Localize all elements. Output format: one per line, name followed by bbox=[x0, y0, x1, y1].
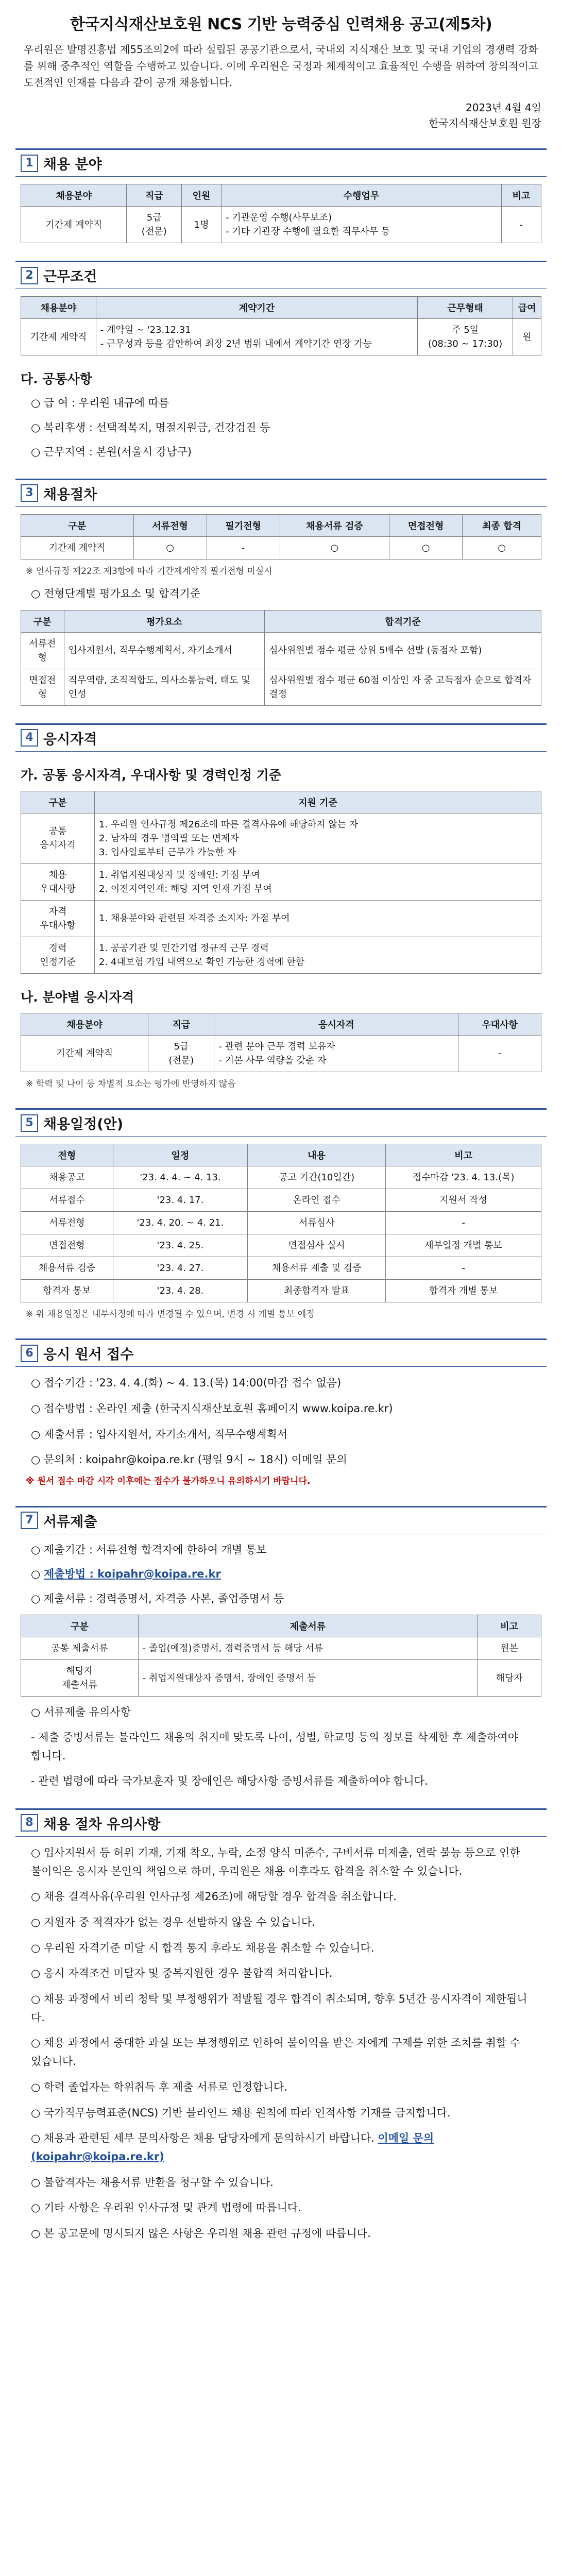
table-cell: 직무역량, 조직적합도, 의사소통능력, 태도 및 인성 bbox=[64, 669, 265, 705]
table-header: 내용 bbox=[248, 1144, 386, 1166]
table-cell: 주 5일 (08:30 ~ 17:30) bbox=[418, 319, 513, 355]
table-cell: ○ bbox=[133, 536, 207, 559]
section-title: 응시자격 bbox=[43, 731, 97, 748]
apply-tip: ※ 원서 접수 마감 시각 이후에는 접수가 불가하오니 유의하시기 바랍니다. bbox=[26, 1476, 311, 1487]
table-cell: ○ bbox=[389, 536, 463, 559]
caution-item: ○ 채용과 관련된 세부 문의사항은 채용 담당자에게 문의하시기 바랍니다. 이메일 문의(koipahr@koipa.re.kr) bbox=[31, 2132, 434, 2163]
section-number: 2 bbox=[21, 267, 38, 284]
section-heading-3 bbox=[15, 479, 547, 507]
table-row bbox=[21, 863, 541, 900]
submit-item: ○ 제출방법 : koipahr@koipa.re.kr bbox=[31, 1568, 221, 1581]
table-header: 비고 bbox=[386, 1144, 541, 1166]
field-table bbox=[21, 184, 541, 243]
table-cell: - bbox=[501, 207, 541, 243]
page-title: 한국지식재산보호원 NCS 기반 능력중심 인력채용 공고(제5차) bbox=[70, 15, 492, 33]
table-row: 해당자 제출서류 - 취업지원대상자 증명서, 장애인 증명서 등 해당자 bbox=[21, 1660, 541, 1697]
table-cell: 1. 공공기관 및 민간기업 정규직 근무 경력 2. 4대보험 가입 내역으로 확인 가능한 경력에 한함 bbox=[95, 937, 541, 973]
section-title: 채용 분야 bbox=[43, 157, 102, 173]
table-cell: 입사지원서, 직무수행계획서, 자기소개서 bbox=[64, 632, 265, 669]
section-title: 채용절차 bbox=[43, 486, 97, 503]
table-cell: 채용 우대사항 bbox=[21, 863, 95, 900]
table-cell: 1. 취업지원대상자 및 장애인: 가점 부여 2. 이전지역인재: 해당 지역 인재 가점 부여 bbox=[95, 863, 541, 900]
caution-item: ○ 입사지원서 등 허위 기재, 기재 착오, 누락, 소정 양식 미준수, 구비서류 미제출, 연락 불능 등으로 인한 불이익은 응시자 본인의 책임으로 하며, 우리원은 채용 이후라도 합격을 취소할 수 있습니다. bbox=[31, 1846, 520, 1877]
table-row bbox=[21, 319, 541, 355]
section-number: 4 bbox=[21, 729, 38, 747]
caution-item: ○ 국가직무능력표준(NCS) 기반 블라인드 채용 원칙에 따라 인적사항 기재를 금지합니다. bbox=[31, 2106, 451, 2119]
submit-note-heading: ○ 서류제출 유의사항 bbox=[31, 1706, 131, 1719]
common-item: ○ 복리후생 : 선택적복지, 명절지원금, 건강검진 등 bbox=[31, 421, 270, 434]
table-cell: 1. 채용분야와 관련된 자격증 소지자: 가점 부여 bbox=[95, 900, 541, 937]
table-cell: 원 bbox=[513, 319, 541, 355]
table-row bbox=[21, 900, 541, 937]
table-cell: 기간제 계약직 bbox=[21, 1035, 148, 1072]
table-cell: 기간제 계약직 bbox=[21, 207, 127, 243]
apply-item: ○ 접수방법 : 온라인 제출 (한국지식재산보호원 홈페이지 www.koipa.re.kr) bbox=[31, 1402, 393, 1415]
table-cell: - 관련 분야 근무 경력 보유자 - 기본 사무 역량을 갖춘 자 bbox=[214, 1035, 458, 1072]
qualification-subheading-b: 나. 분야별 응시자격 bbox=[21, 989, 134, 1005]
table-cell: 1명 bbox=[181, 207, 221, 243]
qualification-subheading-a: 가. 공통 응시자격, 우대사항 및 경력인정 기준 bbox=[21, 767, 281, 783]
table-header: 인원 bbox=[181, 184, 221, 207]
section-heading-6 bbox=[15, 1338, 547, 1367]
section-number: 6 bbox=[21, 1345, 38, 1362]
table-header: 직급 bbox=[127, 184, 181, 207]
table-cell: 1. 우리원 인사규정 제26조에 따른 결격사유에 해당하지 않는 자 2. 남자의 경우 병역필 또는 면제자 3. 입사일로부터 근무가 가능한 자 bbox=[95, 813, 541, 863]
table-cell: 심사위원별 점수 평균 60점 이상인 자 중 고득점자 순으로 합격자 결정 bbox=[265, 669, 541, 705]
section-title: 채용일정(안) bbox=[43, 1116, 124, 1133]
table-header: 급여 bbox=[513, 297, 541, 319]
table-header: 근무형태 bbox=[418, 297, 513, 319]
procedure-note: ※ 인사규정 제22조 제3항에 따라 기간제계약직 필기전형 미실시 bbox=[26, 566, 273, 577]
caution-item: ○ 채용 과정에서 중대한 과실 또는 부정행위로 인하여 불이익을 받은 자에게 구제를 위한 조치를 취할 수 있습니다. bbox=[31, 2037, 521, 2068]
section-title: 채용 절차 유의사항 bbox=[43, 1816, 161, 1833]
evaluation-table bbox=[21, 610, 541, 706]
table-header: 채용분야 bbox=[21, 184, 127, 207]
table-header: 구분 bbox=[21, 610, 64, 632]
table-header: 서류전형 bbox=[133, 514, 207, 536]
notice-date-block bbox=[0, 100, 541, 131]
table-row bbox=[21, 813, 541, 863]
qualification-table bbox=[21, 791, 541, 974]
table-cell: - 계약일 ~ '23.12.31 - 근무성과 등을 감안하여 최장 2년 범위 내에서 계약기간 연장 가능 bbox=[96, 319, 417, 355]
table-row: 면접전형 '23. 4. 25. 면접심사 실시 세부일정 개별 통보 bbox=[21, 1234, 541, 1257]
table-row bbox=[21, 669, 541, 705]
inquiry-email-link[interactable]: 이메일 문의(koipahr@koipa.re.kr) bbox=[31, 2132, 434, 2163]
submit-note: - 관련 법령에 따라 국가보훈자 및 장애인은 해당사항 증빙서류를 제출하여야 합니다. bbox=[31, 1775, 428, 1788]
table-cell: 서류전형 bbox=[21, 632, 64, 669]
caution-item: ○ 지원자 중 적격자가 없는 경우 선발하지 않을 수 있습니다. bbox=[31, 1916, 315, 1928]
table-header: 구분 bbox=[21, 514, 134, 536]
notice-organization: 한국지식재산보호원 원장 bbox=[429, 117, 541, 129]
table-header: 평가요소 bbox=[64, 610, 265, 632]
field-qualification-table bbox=[21, 1013, 541, 1072]
table-cell: 자격 우대사항 bbox=[21, 900, 95, 937]
table-header: 직급 bbox=[148, 1013, 214, 1035]
table-row: 공통 제출서류 - 졸업(예정)증명서, 경력증명서 등 해당 서류 원본 bbox=[21, 1637, 541, 1660]
table-row bbox=[21, 536, 541, 559]
table-header: 응시자격 bbox=[214, 1013, 458, 1035]
table-header: 필기전형 bbox=[207, 514, 280, 536]
table-header: 수행업무 bbox=[222, 184, 501, 207]
table-cell: 기간제 계약직 bbox=[21, 319, 96, 355]
table-header: 최종 합격 bbox=[463, 514, 541, 536]
table-cell: ○ bbox=[280, 536, 389, 559]
common-item: ○ 근무지역 : 본원(서울시 강남구) bbox=[31, 446, 192, 459]
section-heading-7 bbox=[15, 1506, 547, 1534]
schedule-table bbox=[21, 1144, 541, 1302]
apply-item: ○ 제출서류 : 입사지원서, 자기소개서, 직무수행계획서 bbox=[31, 1428, 288, 1440]
table-header: 제출서류 bbox=[138, 1615, 477, 1637]
table-cell: - bbox=[207, 536, 280, 559]
section-number: 3 bbox=[21, 484, 38, 502]
table-row: 채용공고 '23. 4. 4. ~ 4. 13. 공고 기간(10일간) 접수마감 '23. 4. 13.(목) bbox=[21, 1166, 541, 1189]
table-header: 면접전형 bbox=[389, 514, 463, 536]
table-row: 서류전형 '23. 4. 20. ~ 4. 21. 서류심사 - bbox=[21, 1212, 541, 1234]
table-cell: 면접전형 bbox=[21, 669, 64, 705]
submit-note: - 제출 증빙서류는 블라인드 채용의 취지에 맞도록 나이, 성별, 학교명 등의 정보를 삭제한 후 제출하여야 합니다. bbox=[31, 1731, 519, 1762]
caution-item: ○ 학력 졸업자는 학위취득 후 제출 서류로 인정합니다. bbox=[31, 2080, 287, 2093]
table-cell: ○ bbox=[463, 536, 541, 559]
caution-item: ○ 채용 결격사유(우리원 인사규정 제26조)에 해당할 경우 합격을 취소합니다. bbox=[31, 1890, 397, 1903]
table-header: 구분 bbox=[21, 791, 95, 813]
submit-item: ○ 제출서류 : 경력증명서, 자격증 사본, 졸업증명서 등 bbox=[31, 1592, 284, 1605]
section-heading-1 bbox=[15, 148, 547, 177]
caution-item: ○ 응시 자격조건 미달자 및 중복지원한 경우 불합격 처리합니다. bbox=[31, 1967, 333, 1980]
section-number: 8 bbox=[21, 1814, 38, 1832]
common-items-heading: 다. 공통사항 bbox=[21, 371, 92, 386]
apply-item: ○ 접수기간 : '23. 4. 4.(화) ~ 4. 13.(목) 14:00(마감 접수 없음) bbox=[31, 1377, 342, 1389]
table-cell: 5급 (전문) bbox=[148, 1035, 214, 1072]
caution-item: ○ 기타 사항은 우리원 인사규정 및 관계 법령에 따릅니다. bbox=[31, 2201, 301, 2214]
section-title: 서류제출 bbox=[43, 1514, 97, 1530]
table-cell: 5급 (전문) bbox=[127, 207, 181, 243]
work-conditions-table bbox=[21, 296, 541, 355]
table-header: 우대사항 bbox=[458, 1013, 541, 1035]
common-item: ○ 급 여 : 우리원 내규에 따름 bbox=[31, 397, 169, 409]
table-header: 합격기준 bbox=[265, 610, 541, 632]
table-header: 전형 bbox=[21, 1144, 113, 1166]
section-number: 5 bbox=[21, 1114, 38, 1132]
table-row: 서류접수 '23. 4. 17. 온라인 접수 지원서 작성 bbox=[21, 1189, 541, 1212]
table-cell: 경력 인정기준 bbox=[21, 937, 95, 973]
table-header: 일정 bbox=[113, 1144, 247, 1166]
section-number: 1 bbox=[21, 155, 38, 172]
section-title: 응시 원서 접수 bbox=[43, 1347, 134, 1363]
section-heading-4 bbox=[15, 723, 547, 752]
table-row: 채용서류 검증 '23. 4. 27. 채용서류 제출 및 검증 - bbox=[21, 1257, 541, 1280]
table-header: 채용분야 bbox=[21, 1013, 148, 1035]
procedure-table bbox=[21, 514, 541, 560]
section-heading-5 bbox=[15, 1108, 547, 1137]
section-title: 근무조건 bbox=[43, 269, 97, 285]
submit-item: ○ 제출기간 : 서류전형 합격자에 한하여 개별 통보 bbox=[31, 1543, 267, 1556]
intro-paragraph: 우리원은 발명진흥법 제55조의2에 따라 설립된 공공기관으로서, 국내외 지식재산 보호 및 국내 기업의 경쟁력 강화를 위해 중추적인 역할을 수행하고 있습니다. 이에 우리원은 국정과 체계적이고 효율적인 수행을 위하여 창의적이고 도전적인 인재를 다음과 같이 공개 채용합니다. bbox=[24, 43, 538, 89]
caution-item: ○ 불합격자는 채용서류 반환을 청구할 수 있습니다. bbox=[31, 2176, 274, 2189]
schedule-note: ※ 위 채용일정은 내부사정에 따라 변경될 수 있으며, 변경 시 개별 통보 예정 bbox=[26, 1309, 315, 1320]
caution-item: ○ 채용 과정에서 비리 청탁 및 부정행위가 적발될 경우 합격이 취소되며, 향후 5년간 응시자격이 제한됩니다. bbox=[31, 1993, 527, 2024]
table-row: 합격자 통보 '23. 4. 28. 최종합격자 발표 합격자 개별 통보 bbox=[21, 1280, 541, 1302]
apply-item: ○ 문의처 : koipahr@koipa.re.kr (평일 9시 ~ 18시) 이메일 문의 bbox=[31, 1453, 347, 1466]
table-header: 채용분야 bbox=[21, 297, 96, 319]
section-heading-2 bbox=[15, 261, 547, 289]
section-number: 7 bbox=[21, 1512, 38, 1529]
table-cell: 기간제 계약직 bbox=[21, 536, 134, 559]
table-row bbox=[21, 632, 541, 669]
table-header: 채용서류 검증 bbox=[280, 514, 389, 536]
table-cell: 공통 응시자격 bbox=[21, 813, 95, 863]
submit-table bbox=[21, 1615, 541, 1697]
submit-email-link[interactable]: 제출방법 : koipahr@koipa.re.kr bbox=[44, 1568, 221, 1581]
table-header: 비고 bbox=[478, 1615, 541, 1637]
section-heading-8 bbox=[15, 1808, 547, 1837]
qualification-note: ※ 학력 및 나이 등 차별적 요소는 평가에 반영하지 않음 bbox=[26, 1078, 236, 1089]
notice-date: 2023년 4월 4일 bbox=[465, 101, 541, 114]
table-header: 비고 bbox=[501, 184, 541, 207]
table-header: 구분 bbox=[21, 1615, 139, 1637]
table-row bbox=[21, 207, 541, 243]
table-row bbox=[21, 1035, 541, 1072]
table-header: 지원 기준 bbox=[95, 791, 541, 813]
caution-item: ○ 우리원 자격기준 미달 시 합격 통지 후라도 채용을 취소할 수 있습니다. bbox=[31, 1941, 374, 1954]
table-cell: 심사위원별 점수 평균 상위 5배수 선발 (동점자 포함) bbox=[265, 632, 541, 669]
table-cell: - bbox=[458, 1035, 541, 1072]
table-row bbox=[21, 937, 541, 973]
caution-item: ○ 본 공고문에 명시되지 않은 사항은 우리원 채용 관련 규정에 따릅니다. bbox=[31, 2227, 371, 2240]
table-header: 계약기간 bbox=[96, 297, 417, 319]
table-cell: - 기관운영 수행(사무보조) - 기타 기관장 수행에 필요한 직무사무 등 bbox=[222, 207, 501, 243]
evaluation-heading: ○ 전형단계별 평가요소 및 합격기준 bbox=[31, 587, 201, 600]
